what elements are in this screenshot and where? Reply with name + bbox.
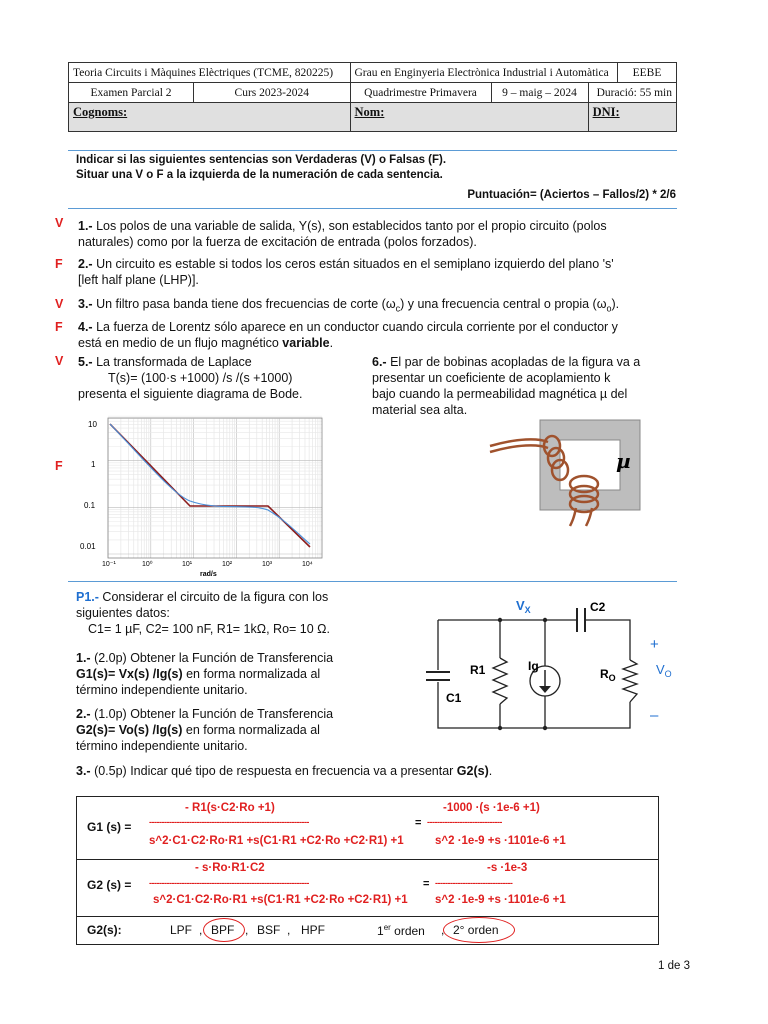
separator: , — [441, 923, 445, 937]
g1-label: G1 (s) = — [87, 820, 132, 834]
r1-label: R1 — [470, 663, 486, 677]
mu-label: µ — [616, 449, 631, 473]
answer-mark-2: F — [55, 257, 63, 271]
bode-ytick: 0.1 — [84, 501, 96, 510]
bode-ytick: 10 — [88, 420, 97, 429]
option-first-order: 1er orden — [377, 923, 425, 938]
school-cell: EEBE — [618, 63, 677, 83]
g2-numerator-numeric: -s ·1e-3 — [487, 862, 528, 874]
degree-cell: Grau en Enginyeria Electrònica Industrial i Automàtica — [350, 63, 618, 83]
c2-label: C2 — [590, 600, 606, 614]
ig-label: Ig — [528, 659, 539, 673]
option-bsf: BSF — [257, 923, 281, 937]
question-1: 1.- Los polos de una variable de salida, Y(s), son establecidos tanto por el propio circuito (polos naturales) como por la fuerza de excitación de entrada (polos forzados). — [78, 219, 607, 249]
node-dot — [543, 618, 547, 622]
c2-capacitor — [577, 608, 585, 632]
r1-resistor — [493, 658, 507, 704]
p1-question-2: 2.- (1.0p) Obtener la Función de Transferencia G2(s)= Vo(s) /Ig(s) en forma normalizada al término independiente unitario. — [76, 707, 334, 753]
g1-answer-box — [76, 796, 659, 860]
course-cell: Curs 2023-2024 — [194, 83, 351, 103]
vo-plus-sign: + — [650, 636, 659, 653]
separator: , — [245, 923, 249, 937]
score-formula: Puntuación= (Aciertos – Fallos/2) * 2/6 — [467, 189, 676, 201]
g2-type-box — [76, 916, 659, 945]
answer-mark-5: V — [55, 354, 64, 368]
surname-field[interactable]: Cognoms: — [69, 103, 351, 132]
g2-label: G2 (s) = — [87, 878, 132, 892]
exam-cell: Examen Parcial 2 — [69, 83, 194, 103]
coupled-coils-figure — [488, 418, 648, 528]
g2-numerator-symbolic: - s·Ro·R1·C2 — [195, 862, 265, 874]
date-cell: 9 – maig – 2024 — [491, 83, 588, 103]
circuit-diagram — [424, 592, 694, 742]
g1-numerator-symbolic: - R1(s·C2·Ro +1) — [185, 802, 275, 814]
bode-xtick: 10¹ — [182, 561, 193, 568]
bode-xtick: 10⁴ — [302, 561, 313, 568]
p1-question-3: 3.- (0.5p) Indicar qué tipo de respuesta en frecuencia va a presentar G2(s). — [76, 764, 493, 778]
g1-denominator-numeric: s^2 ·1e-9 +s ·1101e-6 +1 — [435, 835, 566, 847]
option-hpf: HPF — [301, 923, 325, 937]
bode-frame — [108, 418, 322, 558]
bode-plot — [78, 414, 328, 579]
option-bpf: BPF — [211, 923, 235, 937]
g1-numerator-numeric: -1000 ·(s ·1e-6 +1) — [443, 802, 540, 814]
question-2: 2.- Un circuito es estable si todos los ceros están situados en el semiplano izquierdo del plano 's' [left half plane (LHP)]. — [78, 257, 614, 287]
bode-xtick: 10³ — [262, 561, 273, 568]
divider — [68, 581, 677, 582]
g2-equals-sign: = — [423, 878, 430, 890]
g1-fraction-bar-symbolic: ---------------------------------------------------------------- — [149, 817, 309, 827]
subject-cell: Teoria Circuits i Màquines Elèctriques (TCME, 820225) — [69, 63, 351, 83]
option-lpf: LPF — [170, 923, 193, 937]
bode-xtick: 10⁻¹ — [102, 561, 116, 568]
p1-intro: P1.- Considerar el circuito de la figura con los siguientes datos: C1= 1 µF, C2= 100 nF, R1= 1kΩ, Ro= 10 Ω. — [76, 590, 330, 636]
vo-label: $V_O$ — [656, 662, 672, 679]
c1-capacitor — [426, 672, 450, 680]
dni-field[interactable]: DNI: — [588, 103, 676, 132]
g2-denominator-symbolic: s^2·C1·C2·Ro·R1 +s(C1·R1 +C2·Ro +C2·R1) +1 — [153, 894, 408, 906]
answer-mark-1: V — [55, 216, 64, 230]
p1-question-1: 1.- (2.0p) Obtener la Función de Transferencia G1(s)= Vx(s) /Ig(s) en forma normalizada al término independiente unitario. — [76, 651, 334, 697]
ro-label: $R_O$ — [600, 667, 616, 683]
duration-cell: Duració: 55 min — [588, 83, 676, 103]
g2-answer-box — [76, 858, 659, 917]
g2-fraction-bar-symbolic: ---------------------------------------------------------------- — [149, 878, 309, 888]
question-6: 6.- El par de bobinas acopladas de la figura va a presentar un coeficiente de acoplamiento k bajo cuando la permeabilidad magnética µ del material sea alta. — [372, 355, 641, 417]
question-5: 5.- La transformada de Laplace T(s)= (100·s +1000) /s /(s +1000) presenta el siguiente diagrama de Bode. — [78, 355, 303, 401]
vx-label: $V_X$ — [516, 598, 531, 615]
instructions-line-2: Situar una V o F a la izquierda de la numeración de cada sentencia. — [76, 169, 443, 181]
ro-resistor — [623, 660, 637, 702]
g2-type-label: G2(s): — [87, 923, 122, 937]
answer-mark-4: F — [55, 320, 63, 334]
bode-ytick: 0.01 — [80, 542, 96, 551]
bode-xtick: 10² — [222, 561, 233, 568]
term-cell: Quadrimestre Primavera — [350, 83, 491, 103]
g1-equals-sign: = — [415, 817, 422, 829]
option-second-order: 2° orden — [453, 923, 499, 937]
question-4: 4.- La fuerza de Lorentz sólo aparece en un conductor cuando circula corriente por el conductor y está en medio de un flujo magnético variable. — [78, 320, 618, 350]
separator: , — [199, 923, 203, 937]
instructions-line-1: Indicar si las siguientes sentencias son Verdaderas (V) o Falsas (F). — [76, 154, 447, 166]
answer-mark-6: F — [55, 459, 63, 473]
g1-denominator-symbolic: s^2·C1·C2·Ro·R1 +s(C1·R1 +C2·Ro +C2·R1) +1 — [149, 835, 404, 847]
bode-asymptote — [110, 424, 310, 547]
bode-xtick: 10⁰ — [142, 561, 153, 568]
separator: , — [287, 923, 291, 937]
c1-label: C1 — [446, 691, 462, 705]
g2-denominator-numeric: s^2 ·1e-9 +s ·1101e-6 +1 — [435, 894, 566, 906]
divider — [68, 150, 677, 151]
question-3: 3.- Un filtro pasa banda tiene dos frecuencias de corte $(\omega_c)$ y una frecuencia central o propia $(\omega_o)$. — [78, 297, 620, 314]
name-field[interactable]: Nom: — [350, 103, 588, 132]
exam-header-table — [68, 62, 677, 132]
bode-xlabel: rad/s — [200, 571, 217, 578]
node-dot — [543, 726, 547, 730]
g1-fraction-bar-numeric: ------------------------------ — [427, 817, 502, 827]
divider — [68, 208, 677, 209]
g2-fraction-bar-numeric: ------------------------------- — [435, 878, 513, 888]
node-dot — [498, 726, 502, 730]
bode-grid — [108, 416, 322, 558]
page-number: 1 de 3 — [658, 960, 690, 972]
bode-ytick: 1 — [91, 460, 96, 469]
vo-minus-sign: – — [650, 707, 659, 724]
answer-mark-3: V — [55, 297, 64, 311]
node-dot — [498, 618, 502, 622]
